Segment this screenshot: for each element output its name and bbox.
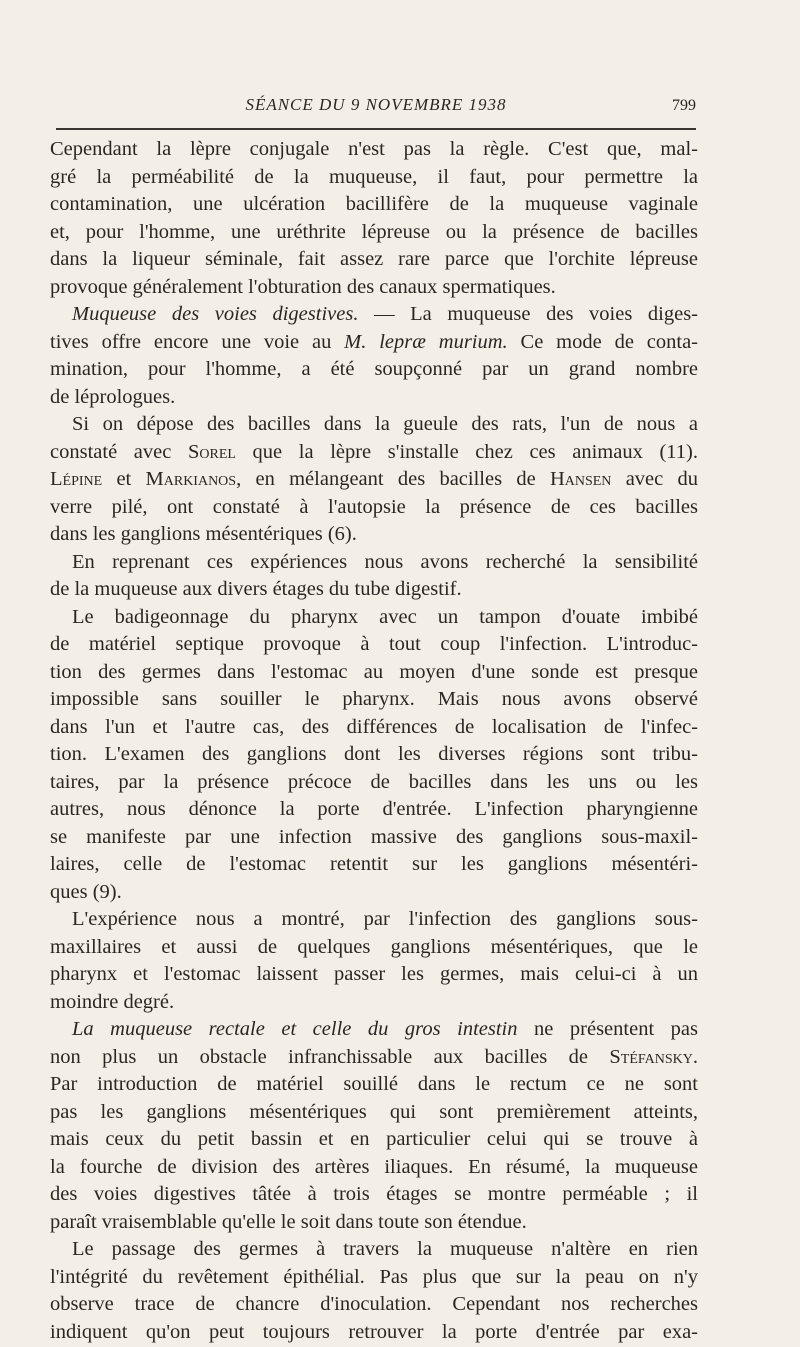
running-header [56, 95, 696, 125]
text-line: tion des germes dans l'estomac au moyen d'une sonde est presque [50, 660, 698, 683]
text-line: gré la perméabilité de la muqueuse, il faut, pour permettre la [50, 165, 698, 188]
text-line: non plus un obstacle infranchissable aux bacilles de Stéfansky. [50, 1045, 698, 1068]
text-line: la fourche de division des artères iliaques. En résumé, la muqueuse [50, 1155, 698, 1178]
text-line: dans l'un et l'autre cas, des différences de localisation de l'infec- [50, 715, 698, 738]
paragraph [50, 1016, 698, 1236]
italic-phrase: Muqueuse des voies digestives. [72, 303, 359, 325]
text-line: de léprologues. [50, 385, 176, 408]
paragraph [50, 906, 698, 1016]
text-line: Par introduction de matériel souillé dans le rectum ce ne sont [50, 1073, 698, 1095]
text-line: pas les ganglions mésentériques qui sont premièrement atteints, [50, 1100, 698, 1123]
author-name: Markianos [145, 468, 237, 490]
text-line: ques (9). [50, 880, 122, 903]
text-line: Le passage des germes à travers la muqueuse n'altère en rien [72, 1238, 698, 1260]
paragraph [50, 549, 698, 604]
text-line: En reprenant ces expériences nous avons recherché la sensibilité [72, 550, 698, 573]
text-line: contamination, une ulcération bacillifère de la muqueuse vaginale [50, 193, 698, 215]
text-line: tion. L'examen des ganglions dont les diverses régions sont tribu- [50, 743, 698, 765]
text-line: autres, nous dénonce la porte d'entrée. L'infection pharyngienne [50, 798, 698, 820]
text-line: indiquent qu'on peut toujours retrouver la porte d'entrée par exa- [50, 1320, 698, 1343]
author-name: Stéfansky [609, 1045, 693, 1068]
text-line: dans la liqueur séminale, fait assez rare parce que l'orchite lépreuse [50, 248, 698, 270]
text-line: pharynx et l'estomac laissent passer les germes, mais celui-ci à un [50, 963, 698, 985]
text-line: mais ceux du petit bassin et en particulier celui qui se trouve à [50, 1128, 698, 1150]
text-line: laires, celle de l'estomac retentit sur les ganglions mésentéri- [50, 853, 698, 875]
text-line: Muqueuse des voies digestives. — La muqueuse des voies diges- [72, 303, 698, 325]
header-rule [56, 128, 696, 130]
italic-phrase: La muqueuse rectale et celle du gros intestin [72, 1018, 518, 1040]
paragraph [50, 301, 698, 411]
running-title: SÉANCE DU 9 NOVEMBRE 1938 [245, 95, 507, 114]
text-line: taires, par la présence précoce de bacilles dans les uns ou les [50, 770, 698, 793]
text-line: se manifeste par une infection massive des ganglions sous-maxil- [50, 825, 698, 848]
text-line: moindre degré. [50, 990, 175, 1013]
text-line: observe trace de chancre d'inoculation. Cependant nos recherches [50, 1293, 698, 1315]
text-line: et, pour l'homme, une uréthrite lépreuse ou la présence de bacilles [50, 220, 698, 243]
text-line: de la muqueuse aux divers étages du tube digestif. [50, 578, 462, 600]
text-line: La muqueuse rectale et celle du gros intestin ne présentent pas [72, 1018, 698, 1040]
text-line: L'expérience nous a montré, par l'infection des ganglions sous- [72, 908, 698, 930]
text-line: verre pilé, ont constaté à l'autopsie la présence de ces bacilles [50, 495, 698, 518]
body-text [50, 136, 698, 1346]
text-line: tives offre encore une voie au M. lepræ murium. Ce mode de conta- [50, 330, 698, 353]
author-name: Lépine [50, 468, 103, 490]
text-line: Lépine et Markianos, en mélangeant des bacilles de Hansen avec du [50, 468, 698, 490]
text-line: Cependant la lèpre conjugale n'est pas la règle. C'est que, mal- [50, 138, 698, 160]
italic-phrase: M. lepræ murium. [344, 330, 508, 353]
paragraph [50, 136, 698, 301]
paragraph [50, 411, 698, 549]
author-name: Sorel [187, 440, 236, 463]
text-line: maxillaires et aussi de quelques ganglions mésentériques, que le [50, 935, 698, 958]
paragraph [50, 604, 698, 907]
text-line: paraît vraisemblable qu'elle le soit dans toute son étendue. [50, 1210, 527, 1233]
text-line: dans les ganglions mésentériques (6). [50, 523, 357, 545]
text-line: Le badigeonnage du pharynx avec un tampon d'ouate imbibé [72, 605, 698, 628]
text-line: impossible sans souiller le pharynx. Mais nous avons observé [50, 688, 698, 710]
text-line: l'intégrité du revêtement épithélial. Pas plus que sur la peau on n'y [50, 1265, 698, 1288]
page-number: 799 [672, 97, 696, 114]
author-name: Hansen [549, 468, 612, 490]
text-line: mination, pour l'homme, a été soupçonné par un grand nombre [50, 358, 698, 380]
text-line: de matériel septique provoque à tout coup l'infection. L'introduc- [50, 633, 698, 655]
text-line: Si on dépose des bacilles dans la gueule des rats, l'un de nous a [72, 413, 698, 435]
text-line: des voies digestives tâtée à trois étages se montre perméable ; il [50, 1183, 698, 1205]
text-line: constaté avec Sorel que la lèpre s'installe chez ces animaux (11). [50, 440, 698, 463]
text-line: provoque généralement l'obturation des canaux spermatiques. [50, 275, 556, 298]
paragraph [50, 1236, 698, 1346]
